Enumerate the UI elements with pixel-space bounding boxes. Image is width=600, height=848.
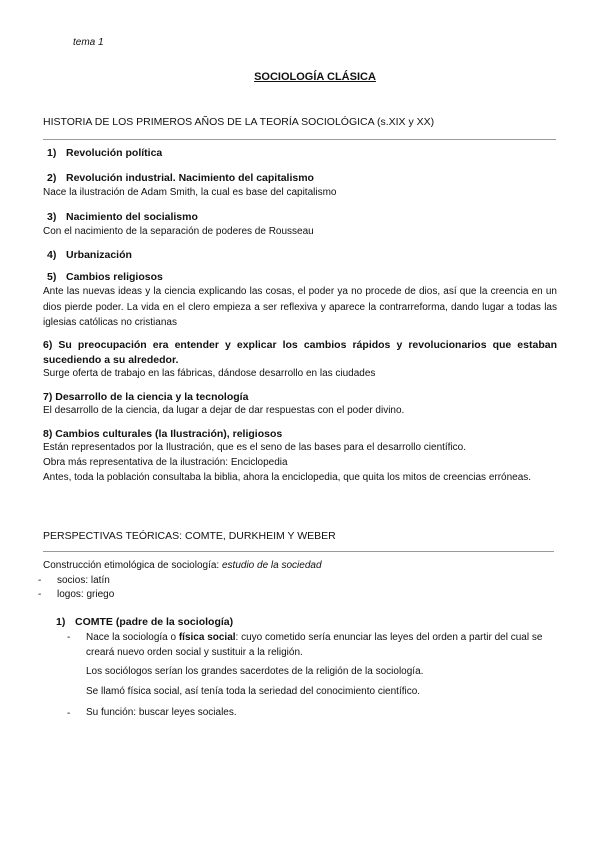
item-6-heading: 6) Su preocupación era entender y explicar los cambios rápidos y revolucionarios que estaban sucediendo a su alrededor. xyxy=(43,339,557,366)
section-divider xyxy=(43,551,554,552)
item-8-heading: 8) Cambios culturales (la Ilustración), religiosos xyxy=(43,428,283,440)
dash-marker: - xyxy=(38,589,42,600)
section-heading-history: HISTORIA DE LOS PRIMEROS AÑOS DE LA TEORÍA SOCIOLÓGICA (s.XIX y XX) xyxy=(43,116,435,128)
section-divider xyxy=(43,139,556,140)
item-4-heading: 4) Urbanización xyxy=(47,249,132,261)
item-3-text: Con el nacimiento de la separación de poderes de Rousseau xyxy=(43,226,314,237)
etymology-item: socios: latín xyxy=(57,575,110,586)
comte-paragraph-1: Los sociólogos serían los grandes sacerdotes de la religión de la sociología. xyxy=(86,666,424,677)
item-1-heading: 1) Revolución política xyxy=(47,147,163,159)
item-5-text: Ante las nuevas ideas y la ciencia explicando las cosas, el poder ya no procede de dios, así que la creencia en un dios pierde poder. La vida en el clero empieza a ser reflexiva y aparece la contrarreforma, dando lugar a todas las iglesias católicas no cristianas xyxy=(43,286,557,328)
item-3-heading: 3) Nacimiento del socialismo xyxy=(47,211,198,223)
item-7-heading: 7) Desarrollo de la ciencia y la tecnología xyxy=(43,391,249,403)
dash-marker: - xyxy=(67,708,71,719)
item-8-text-2: Obra más representativa de la ilustración: Enciclopedia xyxy=(43,457,288,468)
item-2-heading: 2) Revolución industrial. Nacimiento del capitalismo xyxy=(47,172,314,184)
section-heading-perspectives: PERSPECTIVAS TEÓRICAS: COMTE, DURKHEIM Y WEBER xyxy=(43,530,336,542)
item-7-text: El desarrollo de la ciencia, da lugar a dejar de dar respuestas con el poder divino. xyxy=(43,405,405,416)
page-title: SOCIOLOGÍA CLÁSICA xyxy=(254,71,376,83)
item-5-heading: 5) Cambios religiosos xyxy=(47,271,163,283)
dash-marker: - xyxy=(67,632,71,643)
comte-bullet-1: Nace la sociología o física social: cuyo cometido sería enunciar las leyes del orden a partir del cual se creará nuevo orden social y sustituir a la religión. xyxy=(86,632,543,658)
item-8-text-1: Están representados por la Ilustración, que es el seno de las bases para el desarrollo científico. xyxy=(43,442,467,453)
comte-heading: 1) COMTE (padre de la sociología) xyxy=(56,616,234,628)
etymology-line: Construcción etimológica de sociología: estudio de la sociedad xyxy=(43,560,322,571)
comte-paragraph-2: Se llamó física social, así tenía toda la seriedad del conocimiento científico. xyxy=(86,686,421,697)
topic-label: tema 1 xyxy=(73,37,104,48)
comte-bullet-2: Su función: buscar leyes sociales. xyxy=(86,707,237,718)
item-6-text: Surge oferta de trabajo en las fábricas, dándose desarrollo en las ciudades xyxy=(43,368,376,379)
etymology-item: logos: griego xyxy=(57,589,115,600)
dash-marker: - xyxy=(38,575,42,586)
item-2-text: Nace la ilustración de Adam Smith, la cual es base del capitalismo xyxy=(43,187,337,198)
item-8-text-3: Antes, toda la población consultaba la biblia, ahora la enciclopedia, que quita los mitos de creencias erróneas. xyxy=(43,472,532,483)
